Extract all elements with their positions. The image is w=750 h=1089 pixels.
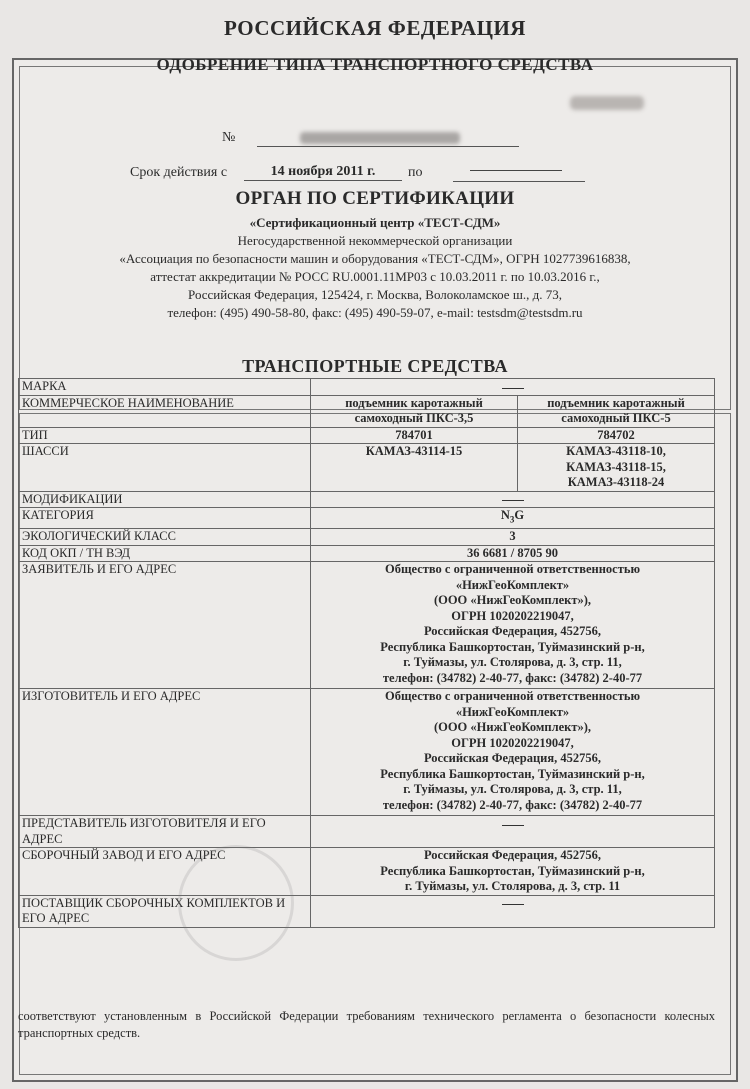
address-line: телефон: (34782) 2-40-77, факс: (34782) 2-40-77 bbox=[382, 797, 643, 812]
table-row bbox=[19, 444, 715, 492]
validity-label: Срок действия с bbox=[130, 165, 228, 180]
number-underline bbox=[257, 146, 519, 147]
address-line: Российская Федерация, 452756, bbox=[423, 848, 601, 862]
table-row bbox=[19, 379, 715, 396]
table-row bbox=[19, 529, 715, 546]
address-line: Республика Башкортостан, Туймазинский р-н, bbox=[380, 863, 645, 878]
table-row bbox=[19, 848, 715, 896]
address-line: телефон: (34782) 2-40-77, факс: (34782) 2-40-77 bbox=[382, 670, 643, 685]
cert-body-name: «Сертификационный центр «ТЕСТ-СДМ» bbox=[249, 215, 501, 230]
table-row bbox=[19, 816, 715, 848]
vehicle-spec-table bbox=[18, 378, 715, 928]
cert-body-title: ОРГАН ПО СЕРТИФИКАЦИИ bbox=[235, 188, 515, 209]
row-value bbox=[311, 508, 715, 529]
compliance-statement: соответствуют установленным в Российской Федерации требованиям технического регламента о безопасности колесных транспортных средств. bbox=[18, 1009, 715, 1040]
address-line: ОГРН 1020202219047, bbox=[451, 735, 574, 750]
address-line: Российская Федерация, 452756, bbox=[423, 624, 601, 638]
category-subscript: 3 bbox=[509, 514, 515, 525]
cert-body-line: телефон: (495) 490-58-80, факс: (495) 490-59-07, e-mail: testsdm@testsdm.ru bbox=[167, 305, 583, 320]
address-line: (ООО «НижГеоКомплект»), bbox=[433, 593, 592, 607]
row-value: подъемник каротажный самоходный ПКС-3,5 bbox=[311, 395, 518, 427]
address-line: Общество с ограниченной ответственностью bbox=[384, 689, 641, 703]
cert-body-line: «Ассоциация по безопасности машин и оборудования «ТЕСТ-СДМ», ОГРН 1027739616838, bbox=[119, 251, 631, 266]
table-row bbox=[19, 895, 715, 927]
table-row bbox=[19, 562, 715, 689]
address-line: (ООО «НижГеоКомплект»), bbox=[433, 720, 592, 734]
faint-seal-watermark bbox=[178, 845, 294, 961]
chassis-line: КАМАЗ-43118-24 bbox=[567, 475, 665, 489]
address-line: ОГРН 1020202219047, bbox=[451, 608, 574, 623]
address-line: Российская Федерация, 452756, bbox=[423, 751, 601, 765]
empty-dash bbox=[502, 825, 524, 826]
table-row bbox=[19, 545, 715, 562]
cert-body-details bbox=[0, 214, 750, 322]
empty-dash bbox=[502, 904, 524, 905]
row-value bbox=[311, 562, 715, 689]
row-value: КАМАЗ-43114-15 bbox=[311, 444, 518, 492]
vehicles-title: ТРАНСПОРТНЫЕ СРЕДСТВА bbox=[242, 356, 508, 376]
row-value: подъемник каротажный самоходный ПКС-5 bbox=[518, 395, 715, 427]
validity-to-underline bbox=[453, 181, 585, 182]
row-value bbox=[311, 379, 715, 396]
empty-dash bbox=[502, 388, 524, 389]
address-line: г. Туймазы, ул. Столярова, д. 3, стр. 11, bbox=[403, 655, 622, 669]
category-suffix: G bbox=[514, 508, 525, 522]
row-value bbox=[518, 444, 715, 492]
table-row bbox=[19, 689, 715, 816]
row-label: ИЗГОТОВИТЕЛЬ И ЕГО АДРЕС bbox=[19, 689, 311, 816]
row-value: 3 bbox=[311, 529, 715, 546]
approval-heading: ОДОБРЕНИЕ ТИПА ТРАНСПОРТНОГО СРЕДСТВА bbox=[156, 55, 594, 74]
row-label: ЭКОЛОГИЧЕСКИЙ КЛАСС bbox=[19, 529, 311, 546]
validity-to-dash bbox=[470, 170, 562, 171]
row-label: ПОСТАВЩИК СБОРОЧНЫХ КОМПЛЕКТОВ И ЕГО АДРЕС bbox=[19, 895, 311, 927]
table-row bbox=[19, 508, 715, 529]
chassis-line: КАМАЗ-43118-10, bbox=[566, 444, 666, 458]
redacted-stamp bbox=[570, 96, 644, 110]
address-line: Республика Башкортостан, Туймазинский р-н, bbox=[380, 766, 645, 781]
row-label: КОММЕРЧЕСКОЕ НАИМЕНОВАНИЕ bbox=[19, 395, 311, 427]
row-label: СБОРОЧНЫЙ ЗАВОД И ЕГО АДРЕС bbox=[19, 848, 311, 896]
row-value bbox=[311, 895, 715, 927]
validity-to-label: по bbox=[408, 165, 423, 180]
address-line: «НижГеоКомплект» bbox=[455, 577, 570, 592]
table-row bbox=[19, 395, 715, 427]
address-line: г. Туймазы, ул. Столярова, д. 3, стр. 11 bbox=[404, 879, 621, 893]
row-value bbox=[311, 816, 715, 848]
table-row bbox=[19, 491, 715, 508]
row-label: ПРЕДСТАВИТЕЛЬ ИЗГОТОВИТЕЛЯ И ЕГО АДРЕС bbox=[19, 816, 311, 848]
cert-body-line: Российская Федерация, 125424, г. Москва, Волоколамское ш., д. 73, bbox=[188, 287, 562, 302]
number-label: № bbox=[222, 130, 236, 145]
category-letter: N bbox=[500, 508, 510, 522]
table-row bbox=[19, 427, 715, 444]
country-heading: РОССИЙСКАЯ ФЕДЕРАЦИЯ bbox=[224, 16, 526, 40]
row-value bbox=[311, 848, 715, 896]
chassis-line: КАМАЗ-43118-15, bbox=[566, 459, 666, 474]
row-value: 36 6681 / 8705 90 bbox=[311, 545, 715, 562]
row-value bbox=[311, 491, 715, 508]
row-value: 784701 bbox=[311, 427, 518, 444]
row-label: КОД ОКП / ТН ВЭД bbox=[19, 545, 311, 562]
row-label: МОДИФИКАЦИИ bbox=[19, 491, 311, 508]
row-label: МАРКА bbox=[19, 379, 311, 396]
empty-dash bbox=[502, 500, 524, 501]
cert-body-line: аттестат аккредитации № РОСС RU.0001.11МР03 с 10.03.2011 г. по 10.03.2016 г., bbox=[150, 269, 600, 284]
row-label: КАТЕГОРИЯ bbox=[19, 508, 311, 529]
row-value bbox=[311, 689, 715, 816]
validity-from-date: 14 ноября 2011 г. bbox=[244, 164, 402, 181]
address-line: Общество с ограниченной ответственностью bbox=[384, 562, 641, 576]
address-line: «НижГеоКомплект» bbox=[455, 704, 570, 719]
row-label: ШАССИ bbox=[19, 444, 311, 492]
redacted-number bbox=[300, 132, 460, 144]
address-line: г. Туймазы, ул. Столярова, д. 3, стр. 11, bbox=[403, 782, 622, 796]
address-line: Республика Башкортостан, Туймазинский р-н, bbox=[380, 639, 645, 654]
cert-body-line: Негосударственной некоммерческой организации bbox=[237, 233, 513, 248]
row-label: ЗАЯВИТЕЛЬ И ЕГО АДРЕС bbox=[19, 562, 311, 689]
row-label: ТИП bbox=[19, 427, 311, 444]
row-value: 784702 bbox=[518, 427, 715, 444]
